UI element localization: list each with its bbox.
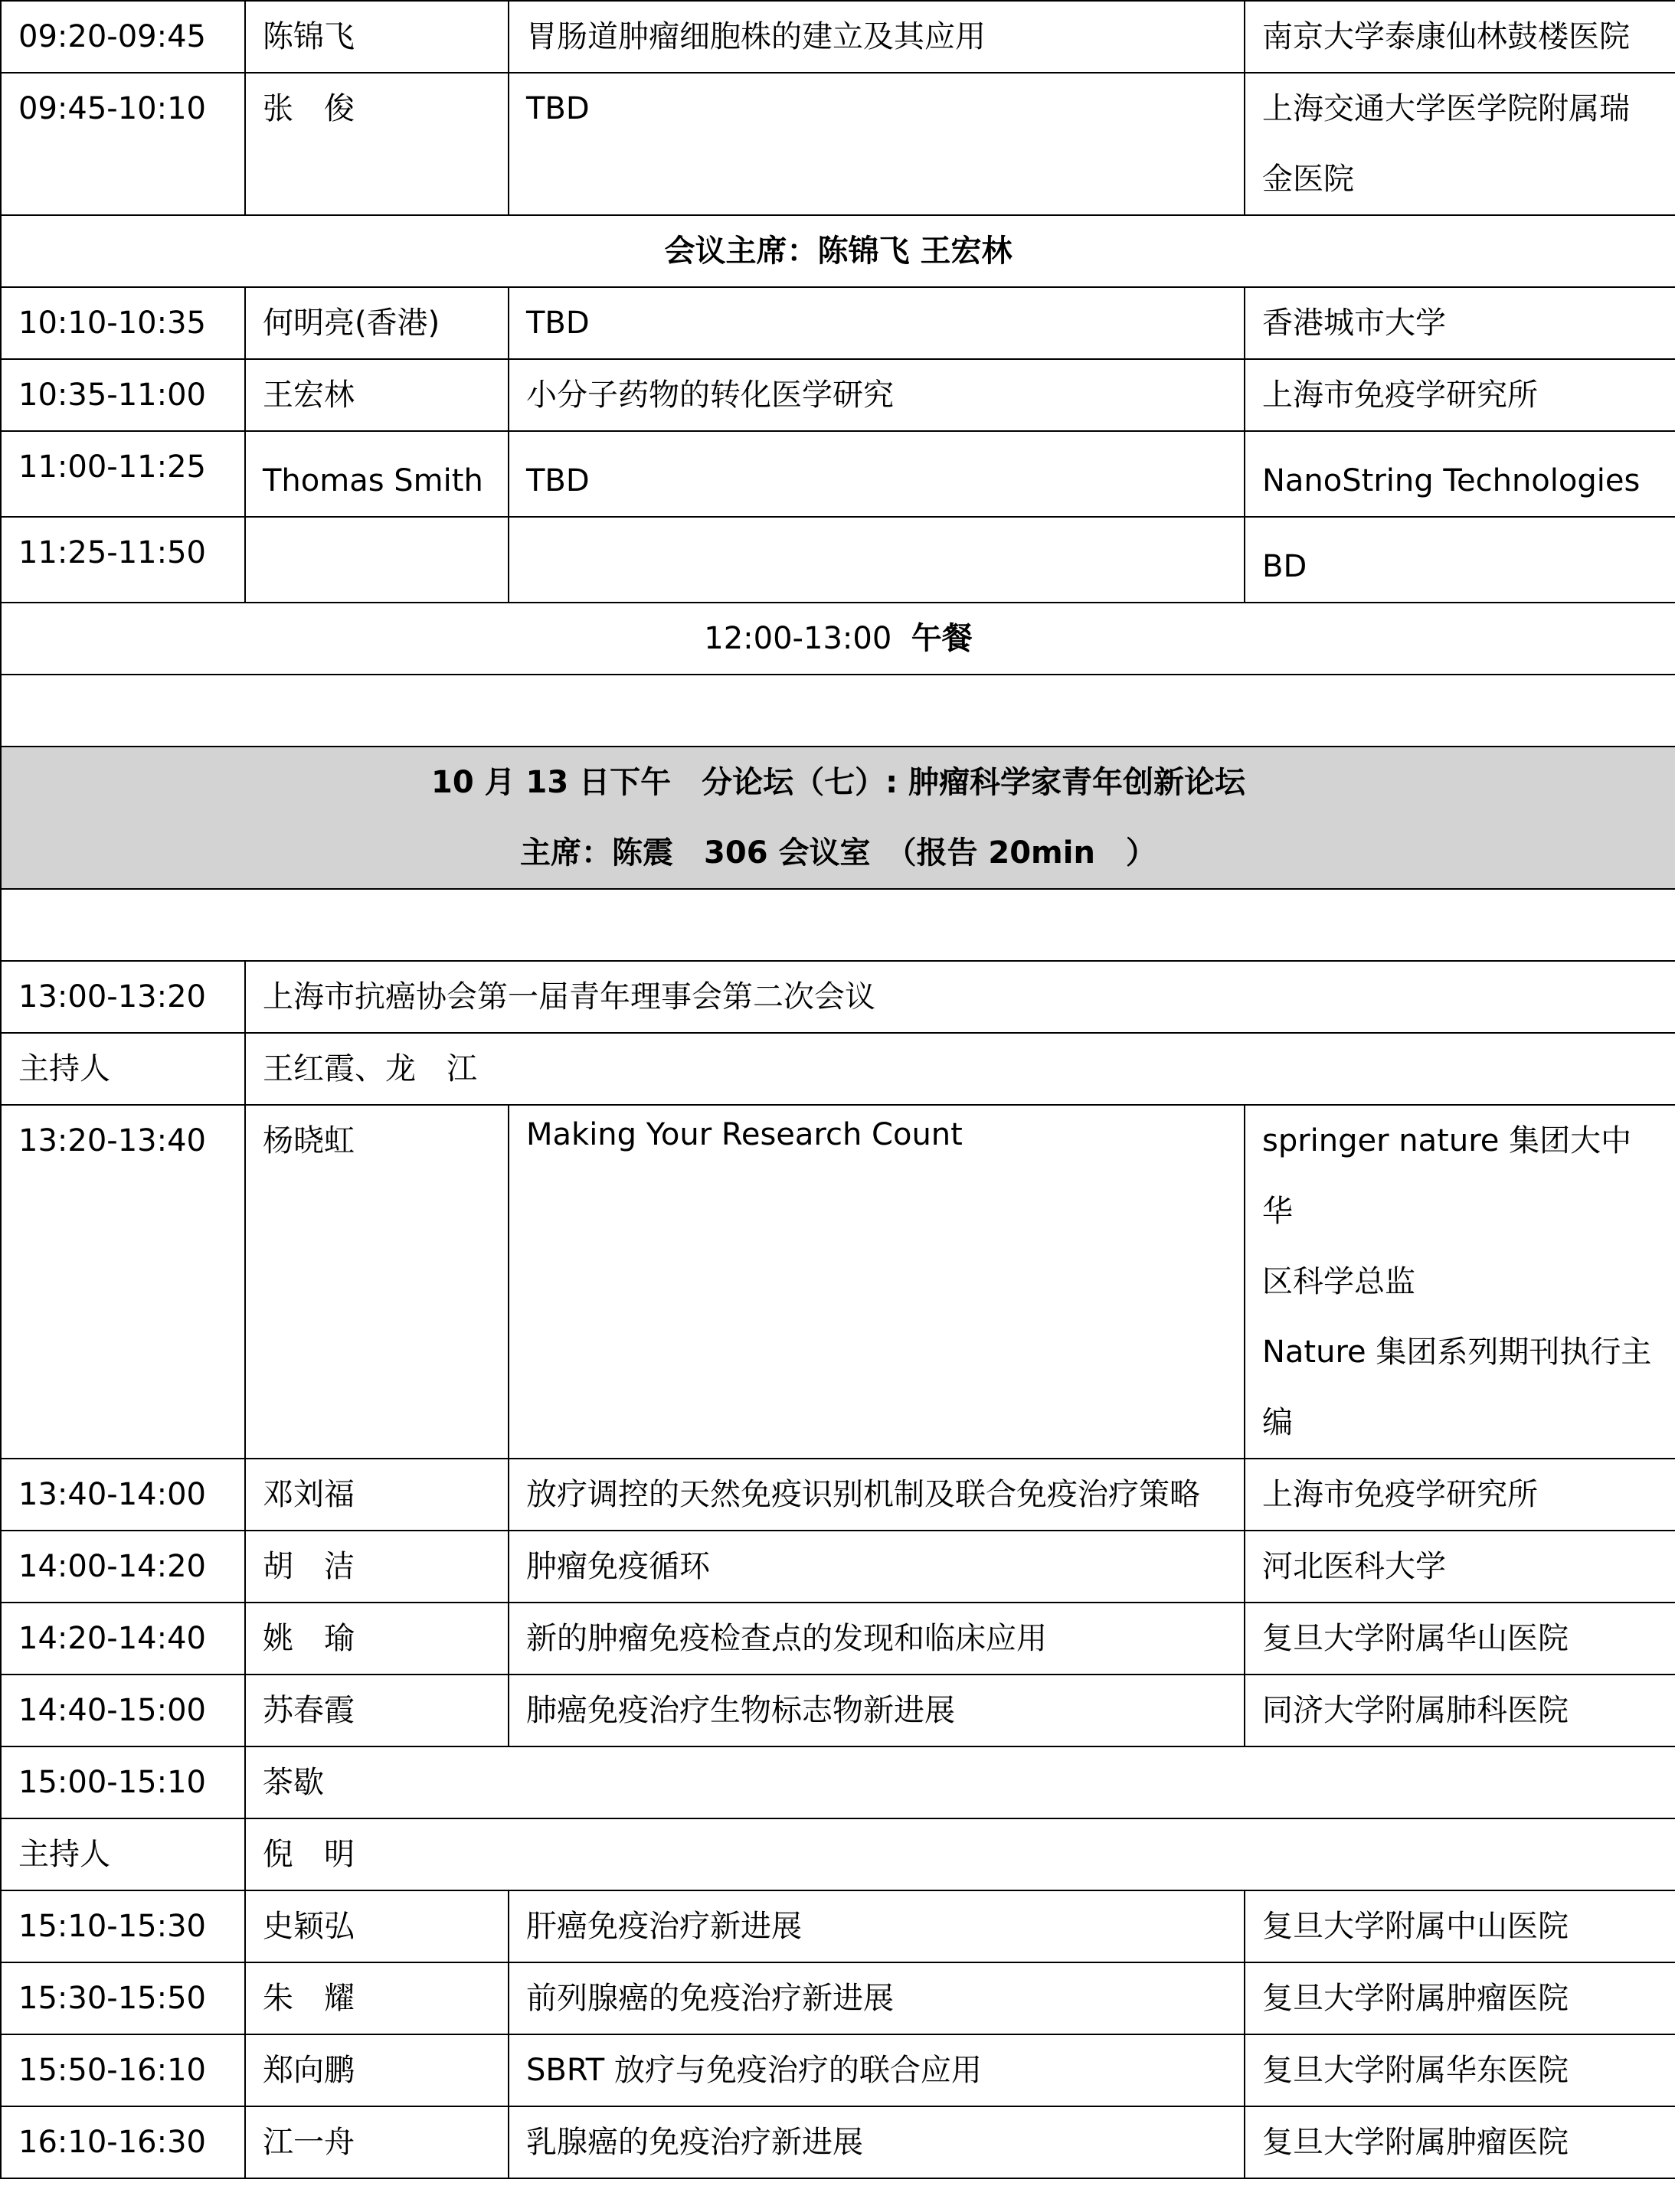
org-line: 金医院 (1262, 162, 1354, 197)
speaker-cell: 苏春霞 (245, 1675, 509, 1746)
speaker-cell: 朱 耀 (245, 1962, 509, 2034)
topic-cell: SBRT 放疗与免疫治疗的联合应用 (509, 2034, 1245, 2106)
table-row (1, 359, 1675, 431)
time-cell: 13:00-13:20 (1, 961, 245, 1033)
org-cell: 上海市免疫学研究所 (1245, 1459, 1675, 1531)
topic-cell: 新的肿瘤免疫检查点的发现和临床应用 (509, 1603, 1245, 1675)
time-cell: 13:40-14:00 (1, 1459, 245, 1531)
topic-cell: 肺癌免疫治疗生物标志物新进展 (509, 1675, 1245, 1746)
speaker-cell: Thomas Smith (245, 431, 509, 517)
speaker-cell: 张 俊 (245, 73, 509, 215)
host-names: 倪 明 (245, 1818, 1675, 1890)
topic-cell: TBD (509, 73, 1245, 215)
blank-cell (1, 889, 1675, 961)
time-cell: 09:20-09:45 (1, 1, 245, 73)
time-cell: 10:10-10:35 (1, 287, 245, 359)
host-names: 王红霞、龙 江 (245, 1033, 1675, 1105)
speaker-cell: 王宏林 (245, 359, 509, 431)
session-title: 10 月 13 日下午 分论坛（七）: 肿瘤科学家青年创新论坛 (430, 765, 1246, 800)
meeting-label: 上海市抗癌协会第一届青年理事会第二次会议 (245, 961, 1675, 1033)
time-cell: 09:45-10:10 (1, 73, 245, 215)
table-row (1, 73, 1675, 215)
org-cell: 香港城市大学 (1245, 287, 1675, 359)
speaker-cell: 胡 洁 (245, 1531, 509, 1603)
topic-cell: 放疗调控的天然免疫识别机制及联合免疫治疗策略 (509, 1459, 1245, 1531)
time-cell: 16:10-16:30 (1, 2106, 245, 2178)
org-cell: NanoString Technologies (1245, 431, 1675, 517)
table-row (1, 2034, 1675, 2106)
time-cell: 15:00-15:10 (1, 1746, 245, 1818)
org-cell: 复旦大学附属华山医院 (1245, 1603, 1675, 1675)
blank-row (1, 675, 1675, 747)
time-cell: 14:00-14:20 (1, 1531, 245, 1603)
speaker-cell (245, 517, 509, 603)
blank-cell (1, 675, 1675, 747)
table-row (1, 287, 1675, 359)
topic-cell: 乳腺癌的免疫治疗新进展 (509, 2106, 1245, 2178)
speaker-cell: 杨晓虹 (245, 1105, 509, 1459)
host-label: 主持人 (1, 1033, 245, 1105)
time-cell: 15:10-15:30 (1, 1890, 245, 1962)
table-row (1, 1603, 1675, 1675)
speaker-cell: 邓刘福 (245, 1459, 509, 1531)
tea-label: 茶歇 (245, 1746, 1675, 1818)
topic-cell: 肿瘤免疫循环 (509, 1531, 1245, 1603)
org-cell (1245, 73, 1675, 215)
topic-cell: 肝癌免疫治疗新进展 (509, 1890, 1245, 1962)
org-cell: 同济大学附属肺科医院 (1245, 1675, 1675, 1746)
lunch-cell (1, 603, 1675, 675)
time-cell: 15:50-16:10 (1, 2034, 245, 2106)
table-row (1, 1962, 1675, 2034)
speaker-cell: 史颖弘 (245, 1890, 509, 1962)
speaker-cell: 江一舟 (245, 2106, 509, 2178)
speaker-cell: 郑向鹏 (245, 2034, 509, 2106)
session-subtitle: 主席：陈震 306 会议室 （报告 20min ） (520, 835, 1156, 871)
host-row (1, 1033, 1675, 1105)
table-row (1, 1531, 1675, 1603)
blank-row (1, 889, 1675, 961)
org-line: springer nature 集团大中华 (1262, 1123, 1632, 1229)
speaker-cell: 陈锦飞 (245, 1, 509, 73)
topic-cell: 前列腺癌的免疫治疗新进展 (509, 1962, 1245, 2034)
table-row (1, 1459, 1675, 1531)
time-cell: 10:35-11:00 (1, 359, 245, 431)
table-row (1, 517, 1675, 603)
session-header (1, 747, 1675, 889)
org-cell: 南京大学泰康仙林鼓楼医院 (1245, 1, 1675, 73)
meeting-row (1, 961, 1675, 1033)
org-cell: 复旦大学附属中山医院 (1245, 1890, 1675, 1962)
topic-cell: 小分子药物的转化医学研究 (509, 359, 1245, 431)
org-cell (1245, 1105, 1675, 1459)
lunch-label: 午餐 (911, 621, 973, 656)
topic-cell: TBD (509, 431, 1245, 517)
org-cell: 上海市免疫学研究所 (1245, 359, 1675, 431)
host-row (1, 1818, 1675, 1890)
session-header-row (1, 747, 1675, 889)
table-row (1, 1105, 1675, 1459)
time-cell: 14:20-14:40 (1, 1603, 245, 1675)
org-cell: 复旦大学附属肿瘤医院 (1245, 2106, 1675, 2178)
speaker-cell: 何明亮(香港) (245, 287, 509, 359)
tea-row (1, 1746, 1675, 1818)
time-cell: 11:25-11:50 (1, 517, 245, 603)
topic-cell: Making Your Research Count (509, 1105, 1245, 1459)
lunch-time: 12:00-13:00 (704, 621, 892, 656)
org-line: 编 (1262, 1405, 1293, 1440)
time-cell: 13:20-13:40 (1, 1105, 245, 1459)
chair-row (1, 215, 1675, 287)
table-row (1, 1890, 1675, 1962)
time-cell: 15:30-15:50 (1, 1962, 245, 2034)
org-cell: 复旦大学附属华东医院 (1245, 2034, 1675, 2106)
chair-heading: 会议主席：陈锦飞 王宏林 (1, 215, 1675, 287)
time-cell: 14:40-15:00 (1, 1675, 245, 1746)
org-cell: 河北医科大学 (1245, 1531, 1675, 1603)
table-row (1, 1675, 1675, 1746)
topic-cell: TBD (509, 287, 1245, 359)
speaker-cell: 姚 瑜 (245, 1603, 509, 1675)
topic-cell (509, 517, 1245, 603)
table-row (1, 1, 1675, 73)
lunch-row (1, 603, 1675, 675)
org-cell: 复旦大学附属肿瘤医院 (1245, 1962, 1675, 2034)
host-label: 主持人 (1, 1818, 245, 1890)
topic-cell: 胃肠道肿瘤细胞株的建立及其应用 (509, 1, 1245, 73)
org-cell: BD (1245, 517, 1675, 603)
table-row (1, 2106, 1675, 2178)
org-line: 上海交通大学医学院附属瑞 (1262, 91, 1630, 126)
time-cell: 11:00-11:25 (1, 431, 245, 517)
org-line: Nature 集团系列期刊执行主 (1262, 1335, 1652, 1370)
org-line: 区科学总监 (1262, 1264, 1415, 1299)
table-row (1, 431, 1675, 517)
